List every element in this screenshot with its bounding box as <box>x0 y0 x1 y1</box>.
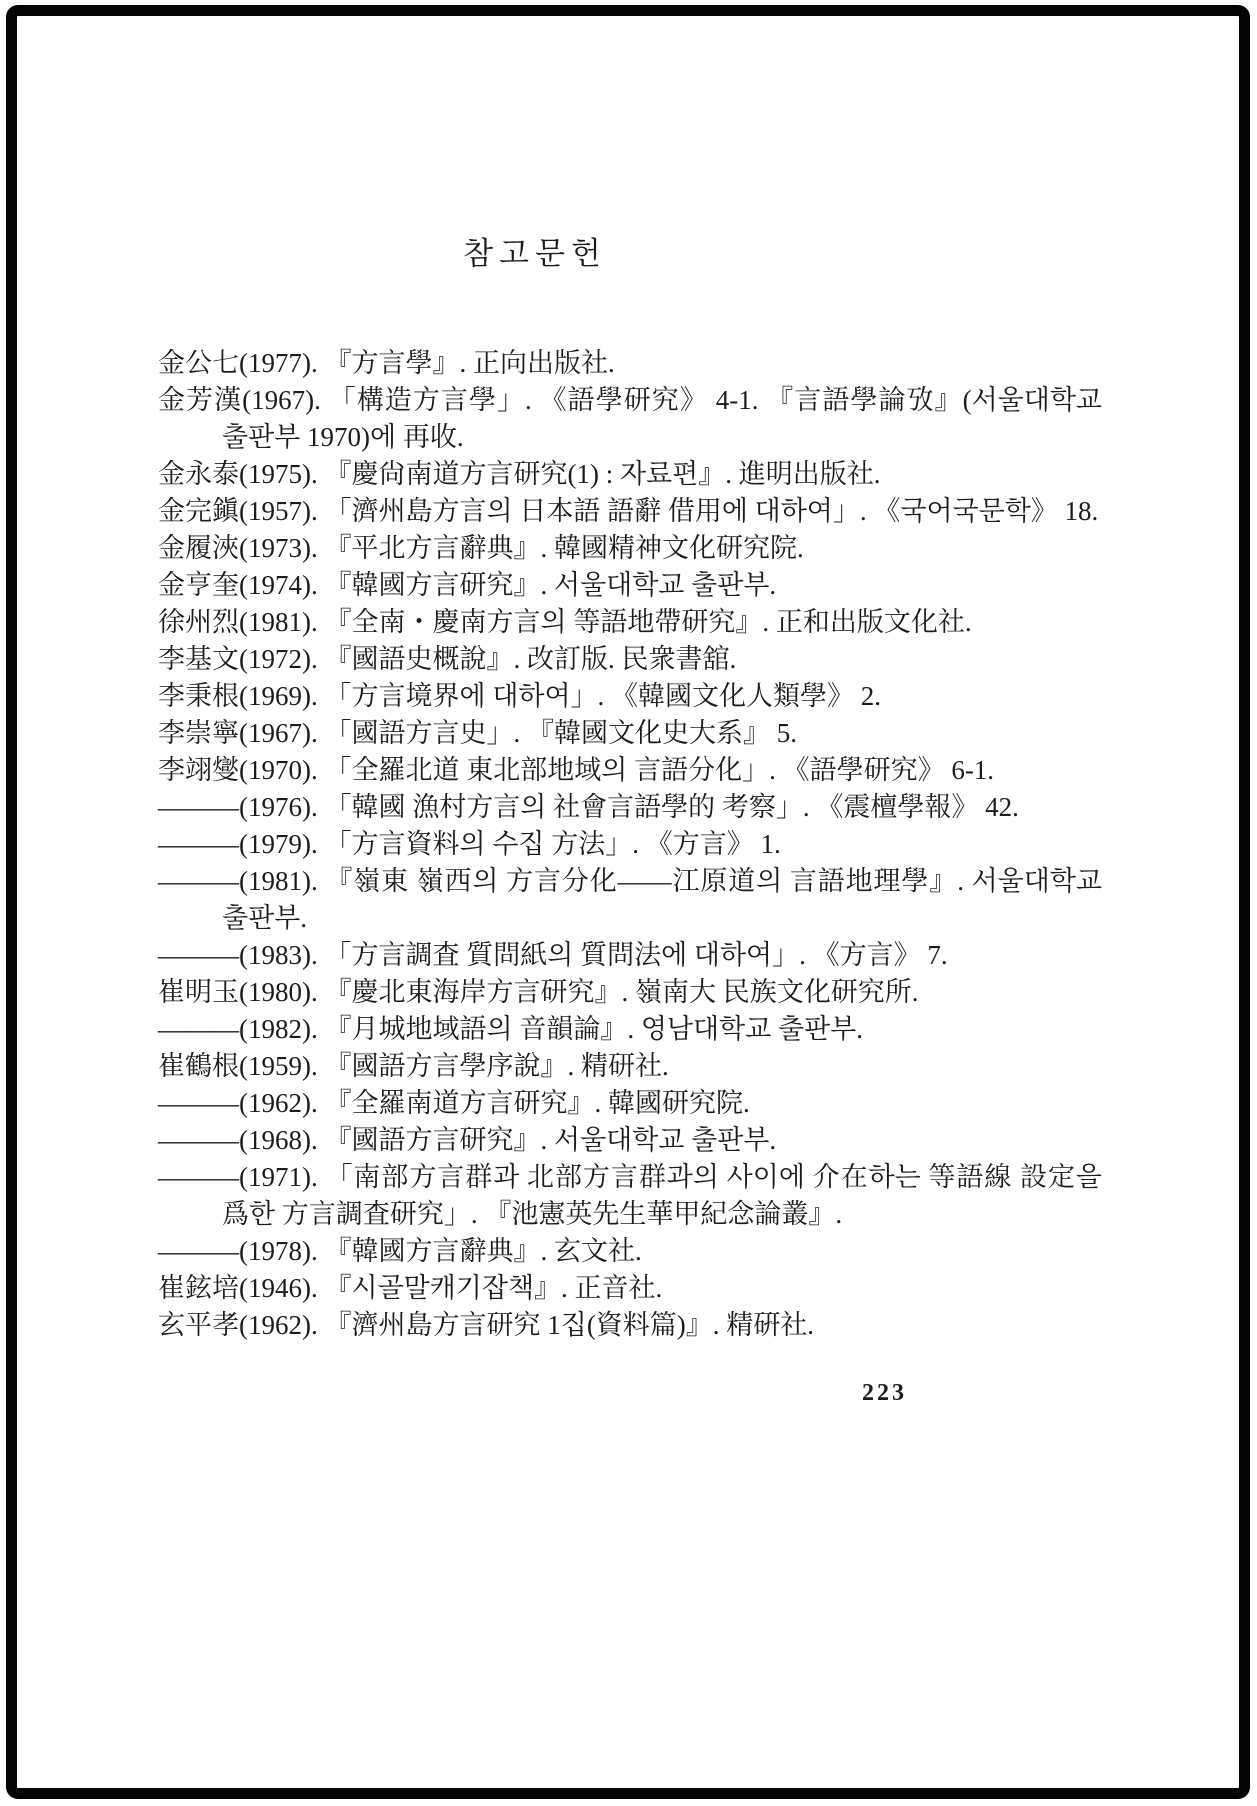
reference-entry: 徐州烈(1981). 『全南・慶南方言의 等語地帶研究』. 正和出版文化社. <box>158 607 972 637</box>
reference-entry: 金亨奎(1974). 『韓國方言研究』. 서울대학교 출판부. <box>158 570 777 600</box>
reference-entry: ———(1962). 『全羅南道方言研究』. 韓國研究院. <box>158 1088 750 1118</box>
reference-entry: 金履浹(1973). 『平北方言辭典』. 韓國精神文化研究院. <box>158 533 804 563</box>
reference-entry: 金公七(1977). 『方言學』. 正向出版社. <box>158 348 615 378</box>
reference-entry: ———(1968). 『國語方言研究』. 서울대학교 출판부. <box>158 1125 777 1155</box>
page-content <box>158 228 1102 1344</box>
reference-entry: ———(1983). 「方言調査 質問紙의 質問法에 대하여」. 《方言》 7. <box>158 940 948 970</box>
reference-entry: ———(1982). 『月城地域語의 音韻論』. 영남대학교 출판부. <box>158 1014 863 1044</box>
reference-entry: 李崇寧(1967). 「國語方言史」. 『韓國文化史大系』 5. <box>158 718 797 748</box>
reference-entry: 崔鶴根(1959). 『國語方言學序說』. 精研社. <box>158 1051 669 1081</box>
reference-entry: ———(1971). 「南部方言群과 北部方言群과의 사이에 介在하는 等語線 設定을 爲한 方言調査研究」. 『池憲英先生華甲紀念論叢』. <box>158 1162 1102 1229</box>
reference-entry: 玄平孝(1962). 『濟州島方言研究 1집(資料篇)』. 精硏社. <box>158 1310 815 1340</box>
reference-entry: 李翊燮(1970). 「全羅北道 東北部地域의 言語分化」. 《語學研究》 6-1. <box>158 755 995 785</box>
reference-entry: ———(1978). 『韓國方言辭典』. 玄文社. <box>158 1236 642 1266</box>
reference-entry: 李秉根(1969). 「方言境界에 대하여」. 《韓國文化人類學》 2. <box>158 681 882 711</box>
reference-entry: 李基文(1972). 『國語史概說』. 改訂版. 民衆書舘. <box>158 644 737 674</box>
page-number: 223 <box>862 1380 907 1406</box>
reference-entry: 崔明玉(1980). 『慶北東海岸方言研究』. 嶺南大 民族文化研究所. <box>158 977 919 1007</box>
reference-entry: ———(1981). 『嶺東 嶺西의 方言分化——江原道의 言語地理學』. 서울대학교 출판부. <box>158 866 1102 933</box>
reference-entry: ———(1976). 「韓國 漁村方言의 社會言語學的 考察」. 《震檀學報》 42. <box>158 792 1019 822</box>
reference-list <box>158 345 1102 1344</box>
reference-entry: ———(1979). 「方言資料의 수집 方法」. 《方言》 1. <box>158 829 781 859</box>
reference-entry: 崔鉉培(1946). 『시골말캐기잡책』. 正音社. <box>158 1273 663 1303</box>
page-title: 참고문헌 <box>463 236 607 271</box>
reference-entry: 金芳漢(1967). 「構造方言學」. 《語學研究》 4-1. 『言語學論攷』(서울대학교 출판부 1970)에 再收. <box>158 385 1102 452</box>
reference-entry: 金完鎭(1957). 「濟州島方言의 日本語 語辭 借用에 대하여」. 《국어국문학》 18. <box>158 496 1099 526</box>
reference-entry: 金永泰(1975). 『慶尙南道方言研究(1) : 자료편』. 進明出版社. <box>158 459 881 489</box>
